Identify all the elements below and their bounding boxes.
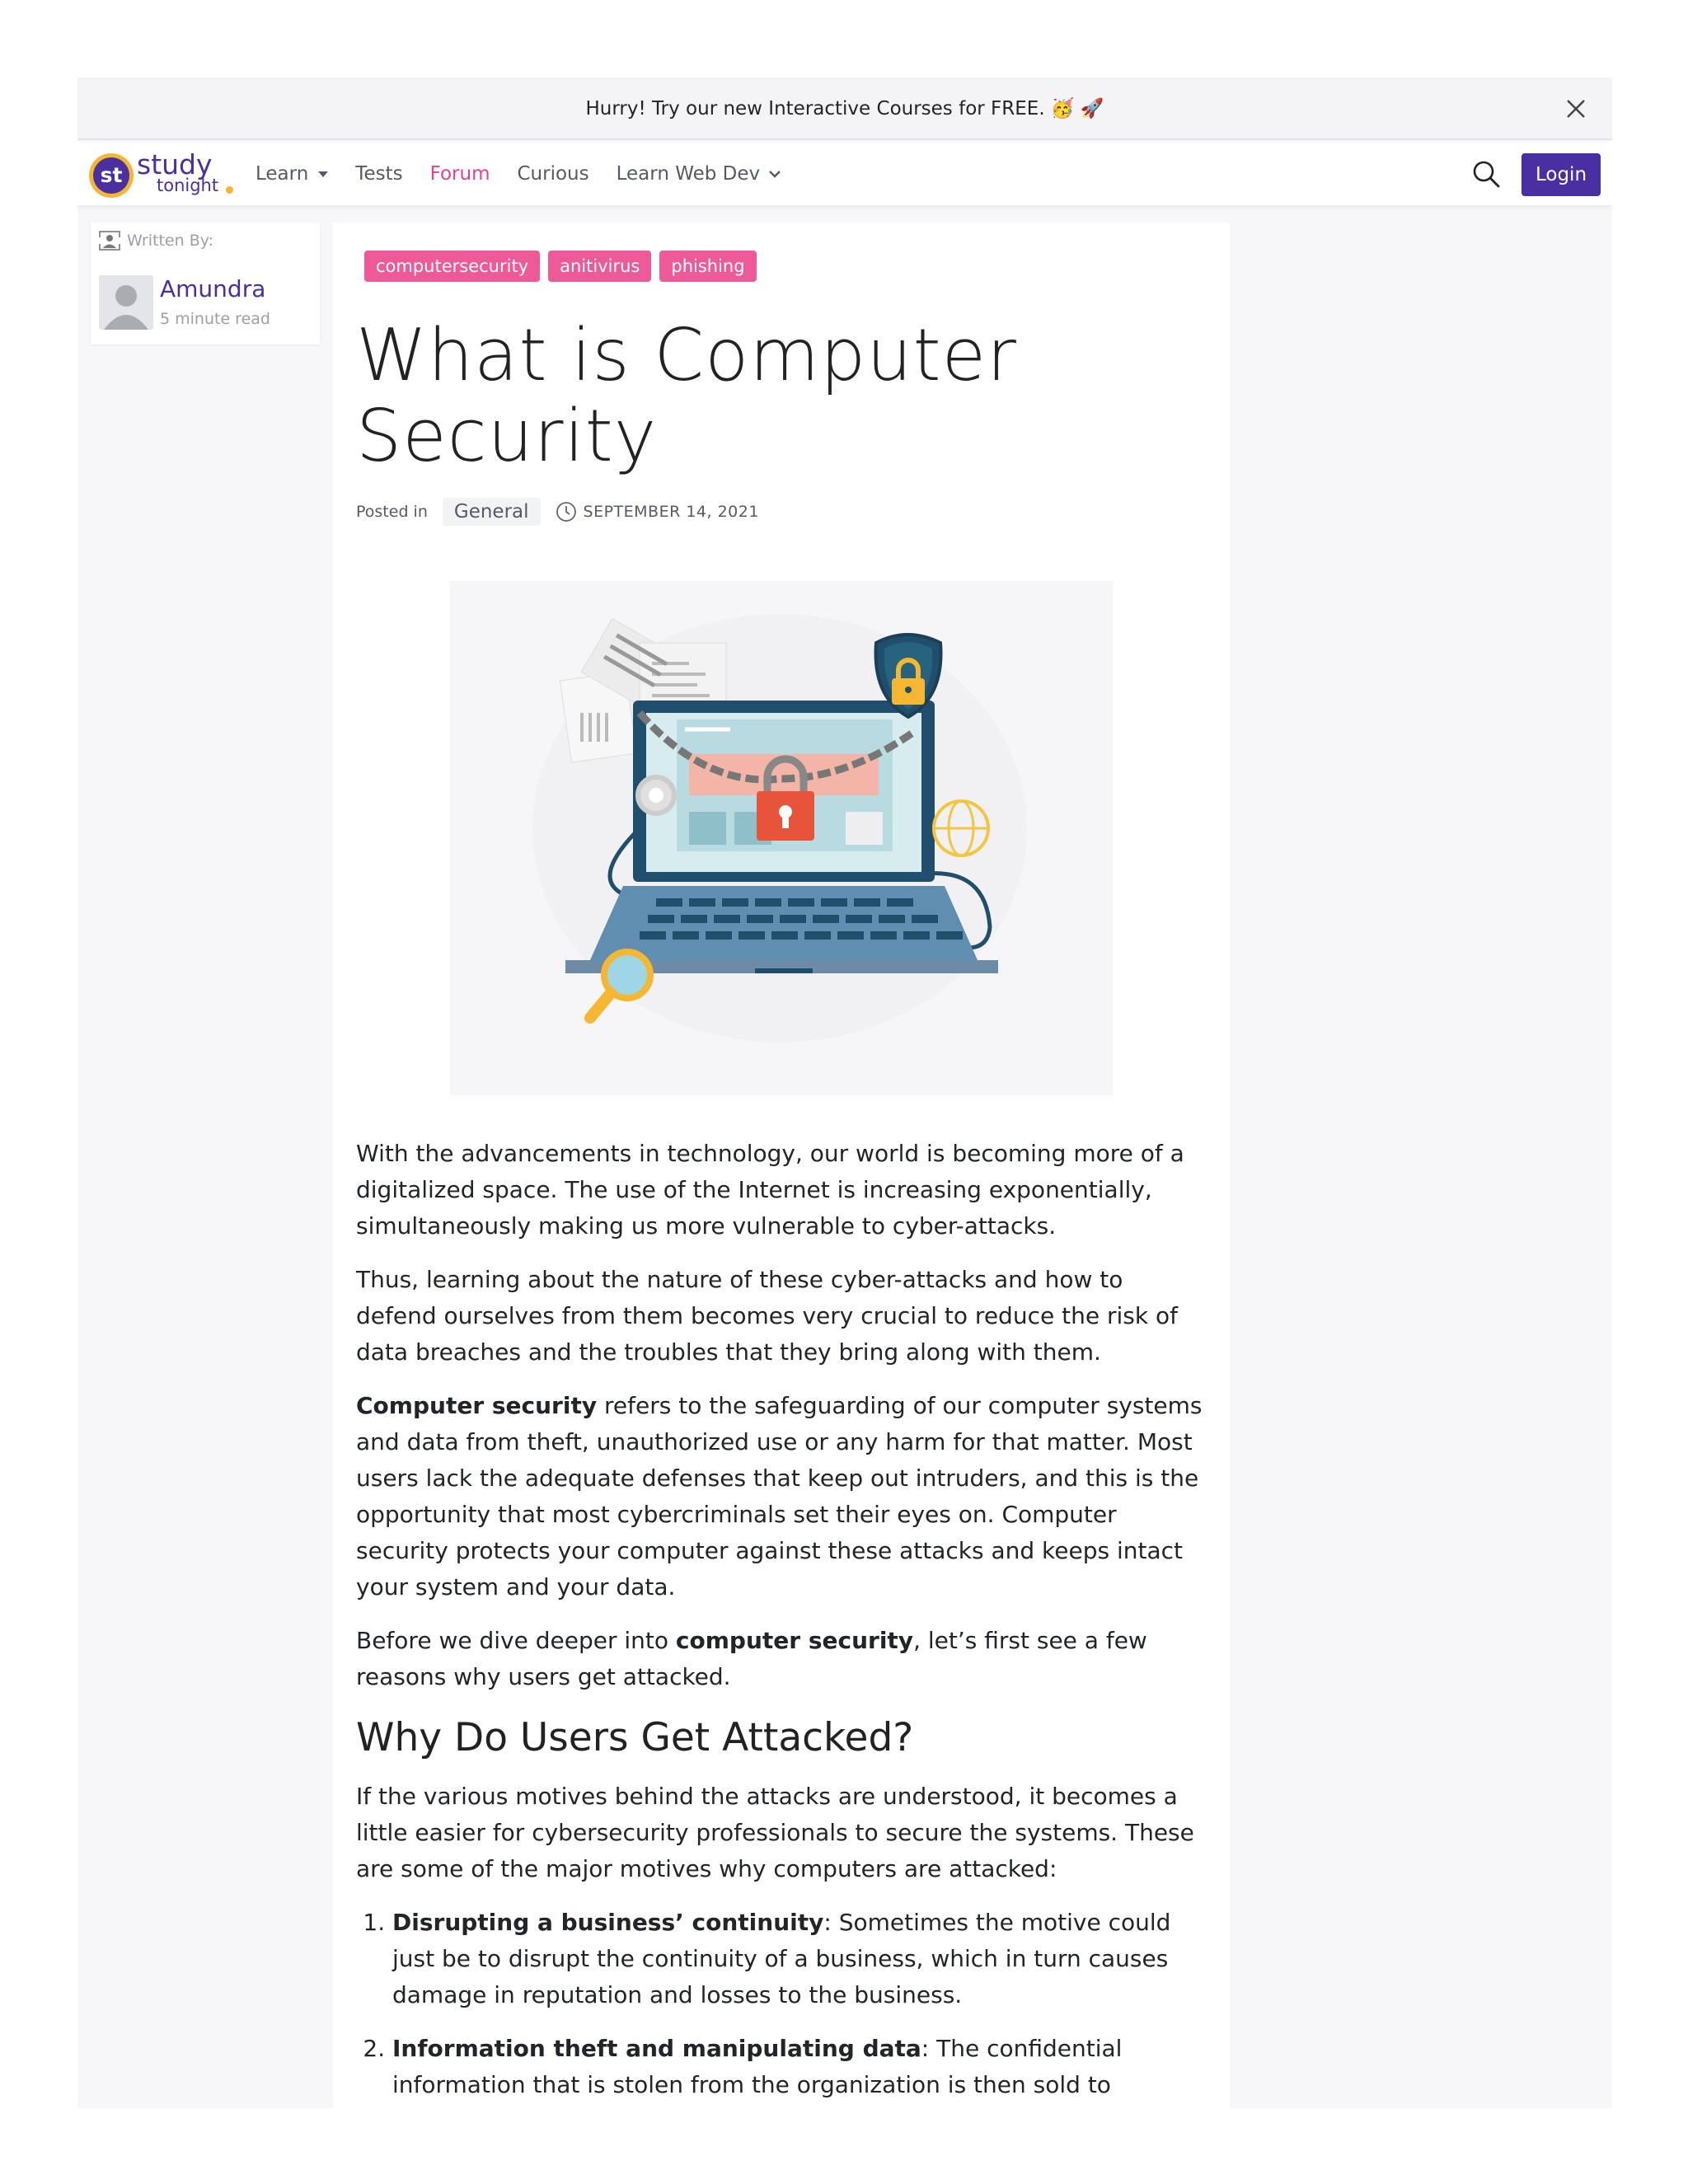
nav-item-label: Forum: [429, 163, 490, 185]
tag-anitivirus[interactable]: anitivirus: [548, 251, 651, 282]
studytonight-logo[interactable]: [89, 150, 229, 199]
article-body: [356, 1136, 1205, 2108]
category-link[interactable]: General: [443, 498, 541, 526]
article-title: What is Computer Security: [356, 313, 1017, 478]
nav-menu: [256, 142, 809, 206]
bold-term: computer security: [675, 1627, 914, 1654]
announcement-text[interactable]: Hurry! Try our new Interactive Courses for FREE. 🥳 🚀: [585, 97, 1104, 120]
motives-list: [392, 1905, 1205, 2103]
author-card: [91, 223, 320, 344]
nav-item-learn-web-dev[interactable]: [617, 163, 782, 185]
caret-down-icon: [318, 171, 328, 177]
article: [333, 223, 1230, 2108]
bold-term: Computer security: [356, 1392, 598, 1419]
computer-security-illustration: [450, 581, 1113, 1095]
logo-badge-text: st: [93, 157, 129, 194]
logo-dot: [226, 186, 233, 194]
paragraph-intro: With the advancements in technology, our world is becoming more of a digitalized space. The use of the Internet is increasing exponentially, simultaneously making us more vulnerable to cyber-attacks.: [356, 1140, 1184, 1240]
paragraph-defend: Thus, learning about the nature of these cyber-attacks and how to defend ourselves from them becomes very crucial to reduce the risk of data breaches and the troubles that they bring along with them.: [356, 1266, 1178, 1366]
author-name-link[interactable]: Amundra: [160, 275, 266, 302]
author-icon: [99, 231, 120, 251]
announcement-bar: [77, 77, 1612, 140]
list-item-text: : Sometimes the motive could just be to disrupt the continuity of a business, which in turn causes damage in reputation and losses to the business.: [392, 1909, 1171, 2008]
paragraph-text: , let’s first see a few reasons why users get attacked.: [356, 1627, 1147, 1690]
logo-word-tonight: tonight: [157, 176, 219, 195]
list-item-title: Information theft and manipulating data: [392, 2035, 921, 2062]
written-by-row: [99, 231, 213, 251]
tag-list: [364, 251, 765, 282]
post-date: SEPTEMBER 14, 2021: [583, 503, 759, 521]
read-time: 5 minute read: [160, 310, 270, 328]
nav-item-learn[interactable]: [256, 163, 328, 185]
written-by-label: Written By:: [127, 232, 213, 250]
chevron-down-icon: [768, 169, 781, 179]
nav-item-label: Curious: [517, 163, 589, 185]
logo-badge: [89, 153, 134, 198]
navbar: [77, 142, 1612, 206]
list-item-text: : The confidential information that is stolen from the organization is then sold to: [392, 2035, 1123, 2098]
paragraph-text: Before we dive deeper into: [356, 1627, 676, 1654]
list-item: [392, 1905, 1205, 2013]
post-meta: [356, 498, 759, 526]
login-button[interactable]: Login: [1522, 153, 1601, 196]
logo-word-study: study: [137, 148, 213, 180]
paragraph-transition: [356, 1623, 1205, 1695]
list-item-title: Disrupting a business’ continuity: [392, 1909, 824, 1936]
avatar-placeholder-icon: [99, 275, 153, 330]
tag-computersecurity[interactable]: computersecurity: [364, 251, 540, 282]
paragraph-text: refers to the safeguarding of our computer systems and data from theft, unauthorized use or any harm for that matter. Most users lack the adequate defenses that keep out intruders, and this is the opportunity that most cybercriminals set their eyes on. Computer security protects your computer against these attacks and keeps intact your system and your data.: [356, 1392, 1203, 1601]
page-frame: [77, 77, 1612, 2108]
nav-item-label: Learn Web Dev: [616, 163, 761, 185]
search-icon[interactable]: [1470, 158, 1502, 190]
paragraph-definition: [356, 1388, 1205, 1605]
paragraph-motives: If the various motives behind the attacks are understood, it becomes a little easier for cybersecurity professionals to secure the systems. These are some of the major motives why computers are attacked:: [356, 1783, 1194, 1882]
nav-item-forum[interactable]: [430, 163, 490, 185]
nav-item-label: Tests: [355, 163, 403, 185]
section-heading: Why Do Users Get Attacked?: [356, 1715, 914, 1760]
list-item: [392, 2031, 1205, 2103]
posted-in-label: Posted in: [356, 503, 428, 521]
close-icon[interactable]: [1559, 92, 1592, 125]
hero-image: [450, 581, 1113, 1095]
clock-icon: [556, 501, 577, 523]
tag-phishing[interactable]: phishing: [659, 251, 756, 282]
author-avatar[interactable]: [99, 275, 153, 330]
nav-item-curious[interactable]: [518, 163, 589, 185]
nav-item-tests[interactable]: [355, 163, 402, 185]
nav-item-label: Learn: [256, 163, 309, 185]
